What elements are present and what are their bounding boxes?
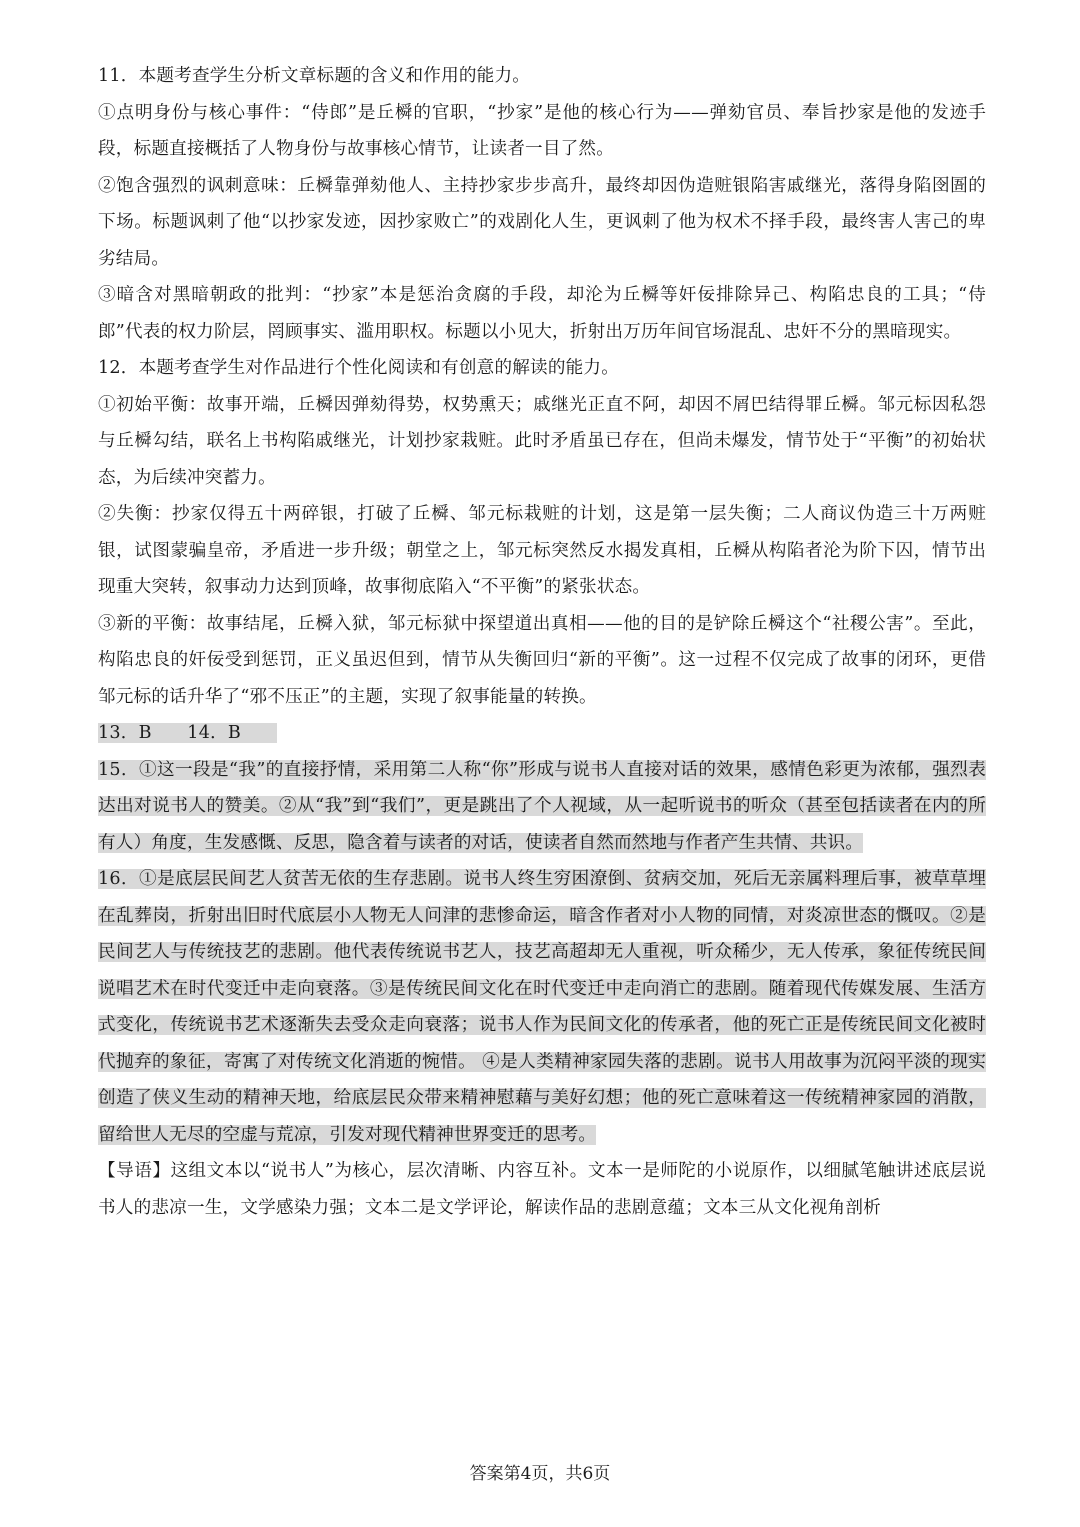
answer-11-point-2 bbox=[98, 168, 986, 278]
page-footer: 答案第4页，共6页 bbox=[469, 1464, 611, 1484]
paragraph-text: 12．本题考查学生对作品进行个性化阅读和有创意的解读的能力。 bbox=[98, 358, 620, 378]
answer-content bbox=[98, 58, 986, 1226]
highlighted-text: 13．B 14．B bbox=[98, 723, 277, 743]
answer-12-heading bbox=[98, 350, 986, 387]
answer-11-point-3 bbox=[98, 277, 986, 350]
answer-12-point-3 bbox=[98, 606, 986, 716]
paragraph-text: 11．本题考查学生分析文章标题的含义和作用的能力。 bbox=[98, 66, 531, 86]
answer-15 bbox=[98, 752, 986, 862]
highlighted-text: 15．①这一段是“我”的直接抒情，采用第二人称“你”形成与说书人直接对话的效果，感情色彩更为浓郁，强烈表达出对说书人的赞美。②从“我”到“我们”，更是跳出了个人视域，从一起听说书的听众（甚至包括读者在内的所有人）角度，生发感慨、反思，隐含着与读者的对话，使读者自然而然地与作者产生共情、共识。 bbox=[98, 759, 986, 853]
paragraph-text: ①点明身份与核心事件：“侍郎”是丘橓的官职，“抄家”是他的核心行为——弹劾官员、奉旨抄家是他的发迹手段，标题直接概括了人物身份与故事核心情节，让读者一目了然。 bbox=[98, 102, 986, 159]
paragraph-text: 【导语】这组文本以“说书人”为核心，层次清晰、内容互补。文本一是师陀的小说原作，以细腻笔触讲述底层说书人的悲凉一生，文学感染力强；文本二是文学评论，解读作品的悲剧意蕴；文本三从文化视角剖析 bbox=[98, 1161, 986, 1218]
answer-11-heading bbox=[98, 58, 986, 95]
highlighted-text: 16．①是底层民间艺人贫苦无依的生存悲剧。说书人终生穷困潦倒、贫病交加，死后无亲属料理后事，被草草埋在乱葬岗，折射出旧时代底层小人物无人问津的悲惨命运，暗含作者对小人物的同情，对炎凉世态的慨叹。②是民间艺人与传统技艺的悲剧。他代表传统说书艺人，技艺高超却无人重视，听众稀少，无人传承，象征传统民间说唱艺术在时代变迁中走向衰落。③是传统民间文化在时代变迁中走向消亡的悲剧。随着现代传媒发展、生活方式变化，传统说书艺术逐渐失去受众走向衰落；说书人作为民间文化的传承者，他的死亡正是传统民间文化被时代抛弃的象征，寄寓了对传统文化消逝的惋惜。 ④是人类精神家园失落的悲剧。说书人用故事为沉闷平淡的现实创造了侠义生动的精神天地，给底层民众带来精神慰藉与美好幻想；他的死亡意味着这一传统精神家园的消散，留给世人无尽的空虚与荒凉，引发对现代精神世界变迁的思考。 bbox=[98, 869, 986, 1145]
answer-13-14 bbox=[98, 715, 986, 752]
guide-intro bbox=[98, 1153, 986, 1226]
answer-16 bbox=[98, 861, 986, 1153]
answer-12-point-1 bbox=[98, 387, 986, 497]
paragraph-text: ③暗含对黑暗朝政的批判：“抄家”本是惩治贪腐的手段，却沦为丘橓等奸佞排除异己、构陷忠良的工具；“侍郎”代表的权力阶层，罔顾事实、滥用职权。标题以小见大，折射出万历年间官场混乱、忠奸不分的黑暗现实。 bbox=[98, 285, 986, 342]
paragraph-text: ②饱含强烈的讽刺意味：丘橓靠弹劾他人、主持抄家步步高升，最终却因伪造赃银陷害戚继光，落得身陷囹圄的下场。标题讽刺了他“以抄家发迹，因抄家败亡”的戏剧化人生，更讽刺了他为权术不择手段，最终害人害己的卑劣结局。 bbox=[98, 175, 986, 269]
paragraph-text: ①初始平衡：故事开端，丘橓因弹劾得势，权势熏天；戚继光正直不阿，却因不屑巴结得罪丘橓。邹元标因私怨与丘橓勾结，联名上书构陷戚继光，计划抄家栽赃。此时矛盾虽已存在，但尚未爆发，情节处于“平衡”的初始状态，为后续冲突蓄力。 bbox=[98, 394, 986, 488]
answer-12-point-2 bbox=[98, 496, 986, 606]
answer-11-point-1 bbox=[98, 95, 986, 168]
paragraph-text: ②失衡：抄家仅得五十两碎银，打破了丘橓、邹元标栽赃的计划，这是第一层失衡；二人商议伪造三十万两赃银，试图蒙骗皇帝，矛盾进一步升级；朝堂之上，邹元标突然反水揭发真相，丘橓从构陷者沦为阶下囚，情节出现重大突转，叙事动力达到顶峰，故事彻底陷入“不平衡”的紧张状态。 bbox=[98, 504, 986, 597]
paragraph-text: ③新的平衡：故事结尾，丘橓入狱，邹元标狱中探望道出真相——他的目的是铲除丘橓这个“社稷公害”。至此，构陷忠良的奸佞受到惩罚，正义虽迟但到，情节从失衡回归“新的平衡”。这一过程不仅完成了故事的闭环，更借邹元标的话升华了“邪不压正”的主题，实现了叙事能量的转换。 bbox=[98, 613, 986, 707]
